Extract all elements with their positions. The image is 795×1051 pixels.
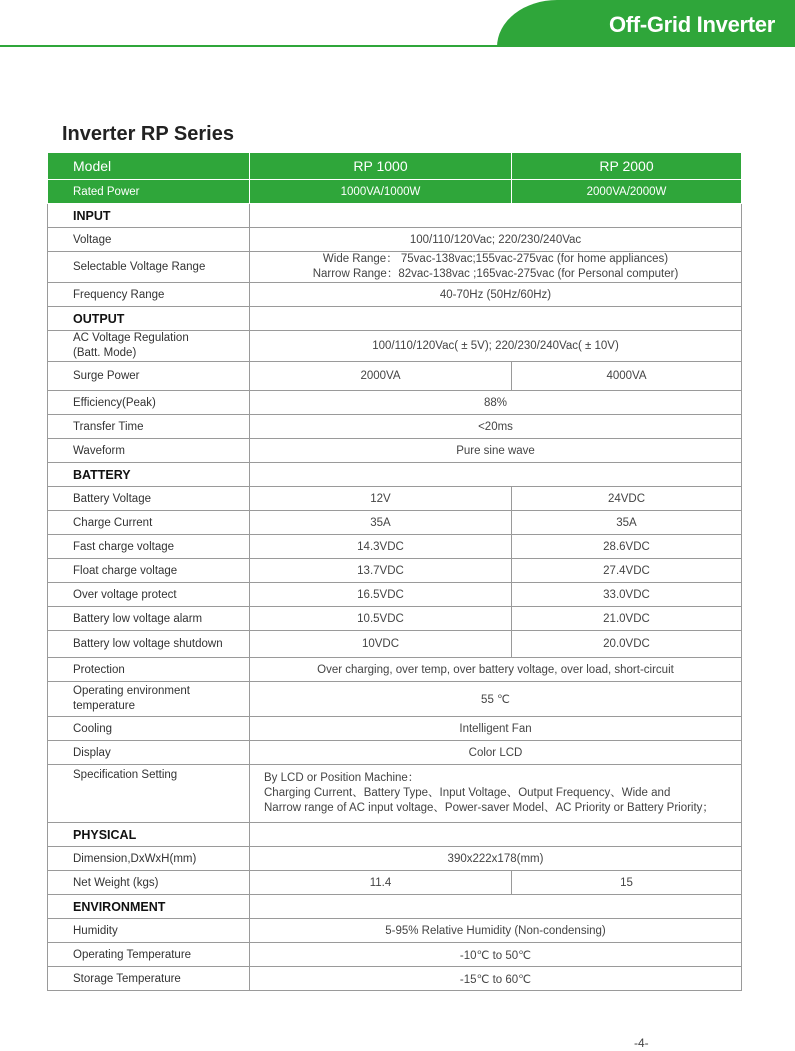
row-label: Battery low voltage shutdown — [48, 631, 250, 658]
table-row — [48, 391, 742, 415]
value-rp2000: 28.6VDC — [512, 535, 742, 559]
value-line: By LCD or Position Machine： — [264, 772, 420, 784]
row-label: Waveform — [48, 439, 250, 463]
value-rp2000: 27.4VDC — [512, 559, 742, 583]
row-value: 5-95% Relative Humidity (Non-condensing) — [250, 919, 742, 943]
row-label — [48, 331, 250, 362]
row-value: Color LCD — [250, 741, 742, 765]
row-label: Battery low voltage alarm — [48, 607, 250, 631]
table-row — [48, 283, 742, 307]
table-row — [48, 607, 742, 631]
row-label: Charge Current — [48, 511, 250, 535]
value-line: Charging Current、Battery Type、Input Voltage、Output Frequency、Wide and — [264, 787, 671, 799]
row-label: Surge Power — [48, 362, 250, 391]
table-row — [48, 228, 742, 252]
label-line: (Batt. Mode) — [73, 347, 137, 359]
value-rp1000: 2000VA — [250, 362, 512, 391]
row-value: 100/110/120Vac; 220/230/240Vac — [250, 228, 742, 252]
rated-power-rp1000: 1000VA/1000W — [250, 180, 512, 204]
table-row — [48, 487, 742, 511]
table-row — [48, 967, 742, 991]
table-row — [48, 252, 742, 283]
row-value — [250, 765, 742, 823]
spec-table — [47, 152, 742, 991]
row-label: Display — [48, 741, 250, 765]
value-rp2000: 4000VA — [512, 362, 742, 391]
table-row — [48, 631, 742, 658]
table-row — [48, 741, 742, 765]
value-rp2000: 35A — [512, 511, 742, 535]
column-rp1000: RP 1000 — [250, 153, 512, 180]
row-label: Frequency Range — [48, 283, 250, 307]
row-label: Cooling — [48, 717, 250, 741]
table-row — [48, 362, 742, 391]
value-line: Narrow range of AC input voltage、Power-saver Model、AC Priority or Battery Priority； — [264, 802, 714, 814]
row-label: Dimension,DxWxH(mm) — [48, 847, 250, 871]
row-label: Specification Setting — [48, 765, 250, 823]
table-row — [48, 559, 742, 583]
header-banner — [497, 0, 795, 47]
row-value: 88% — [250, 391, 742, 415]
value-rp2000: 24VDC — [512, 487, 742, 511]
table-row — [48, 415, 742, 439]
table-row — [48, 919, 742, 943]
value-rp2000: 20.0VDC — [512, 631, 742, 658]
table-header-row — [48, 153, 742, 180]
row-value: 55 ℃ — [250, 682, 742, 717]
row-label: Protection — [48, 658, 250, 682]
rated-power-label: Rated Power — [48, 180, 250, 204]
table-row — [48, 583, 742, 607]
table-row — [48, 943, 742, 967]
page-number: -4- — [634, 1036, 649, 1050]
rated-power-rp2000: 2000VA/2000W — [512, 180, 742, 204]
rated-power-row — [48, 180, 742, 204]
table-row — [48, 682, 742, 717]
row-value: 390x222x178(mm) — [250, 847, 742, 871]
value-rp1000: 16.5VDC — [250, 583, 512, 607]
row-value: -15℃ to 60℃ — [250, 967, 742, 991]
row-value: 100/110/120Vac( ± 5V); 220/230/240Vac( ± 10V) — [250, 331, 742, 362]
row-label: Humidity — [48, 919, 250, 943]
value-rp2000: 15 — [512, 871, 742, 895]
value-rp1000: 10VDC — [250, 631, 512, 658]
section-title: OUTPUT — [48, 307, 250, 331]
table-row — [48, 331, 742, 362]
value-rp2000: 33.0VDC — [512, 583, 742, 607]
label-line: AC Voltage Regulation — [73, 332, 189, 344]
row-label: Operating Temperature — [48, 943, 250, 967]
table-row — [48, 658, 742, 682]
value-rp1000: 11.4 — [250, 871, 512, 895]
row-label: Efficiency(Peak) — [48, 391, 250, 415]
section-environment — [48, 895, 742, 919]
section-input — [48, 204, 742, 228]
section-title: PHYSICAL — [48, 823, 250, 847]
table-row — [48, 765, 742, 823]
value-rp2000: 21.0VDC — [512, 607, 742, 631]
row-value: Pure sine wave — [250, 439, 742, 463]
section-title: ENVIRONMENT — [48, 895, 250, 919]
row-label: Transfer Time — [48, 415, 250, 439]
column-rp2000: RP 2000 — [512, 153, 742, 180]
row-label: Net Weight (kgs) — [48, 871, 250, 895]
section-title: INPUT — [48, 204, 250, 228]
section-physical — [48, 823, 742, 847]
row-label: Fast charge voltage — [48, 535, 250, 559]
table-row — [48, 847, 742, 871]
value-line: Wide Range： 75vac-138vac;155vac-275vac (for home appliances) — [322, 253, 669, 265]
row-label: Battery Voltage — [48, 487, 250, 511]
label-line: temperature — [73, 700, 136, 712]
model-label: Model — [48, 153, 250, 180]
row-value: Over charging, over temp, over battery voltage, over load, short-circuit — [250, 658, 742, 682]
section-output — [48, 307, 742, 331]
section-title: BATTERY — [48, 463, 250, 487]
row-value: Intelligent Fan — [250, 717, 742, 741]
value-rp1000: 14.3VDC — [250, 535, 512, 559]
row-label: Float charge voltage — [48, 559, 250, 583]
row-value: <20ms — [250, 415, 742, 439]
table-row — [48, 717, 742, 741]
value-rp1000: 10.5VDC — [250, 607, 512, 631]
row-label: Selectable Voltage Range — [48, 252, 250, 283]
page-title: Inverter RP Series — [62, 123, 234, 145]
row-label: Storage Temperature — [48, 967, 250, 991]
value-rp1000: 35A — [250, 511, 512, 535]
table-row — [48, 871, 742, 895]
label-line: Operating environment — [73, 685, 190, 697]
value-rp1000: 13.7VDC — [250, 559, 512, 583]
value-line: Narrow Range：82vac-138vac ;165vac-275vac (for Personal computer) — [312, 268, 679, 280]
header-title: Off-Grid Inverter — [608, 12, 775, 37]
section-battery — [48, 463, 742, 487]
row-value: 40-70Hz (50Hz/60Hz) — [250, 283, 742, 307]
row-label: Over voltage protect — [48, 583, 250, 607]
row-label — [48, 682, 250, 717]
value-rp1000: 12V — [250, 487, 512, 511]
row-value — [250, 252, 742, 283]
table-row — [48, 535, 742, 559]
table-row — [48, 511, 742, 535]
table-row — [48, 439, 742, 463]
row-label: Voltage — [48, 228, 250, 252]
row-value: -10℃ to 50℃ — [250, 943, 742, 967]
